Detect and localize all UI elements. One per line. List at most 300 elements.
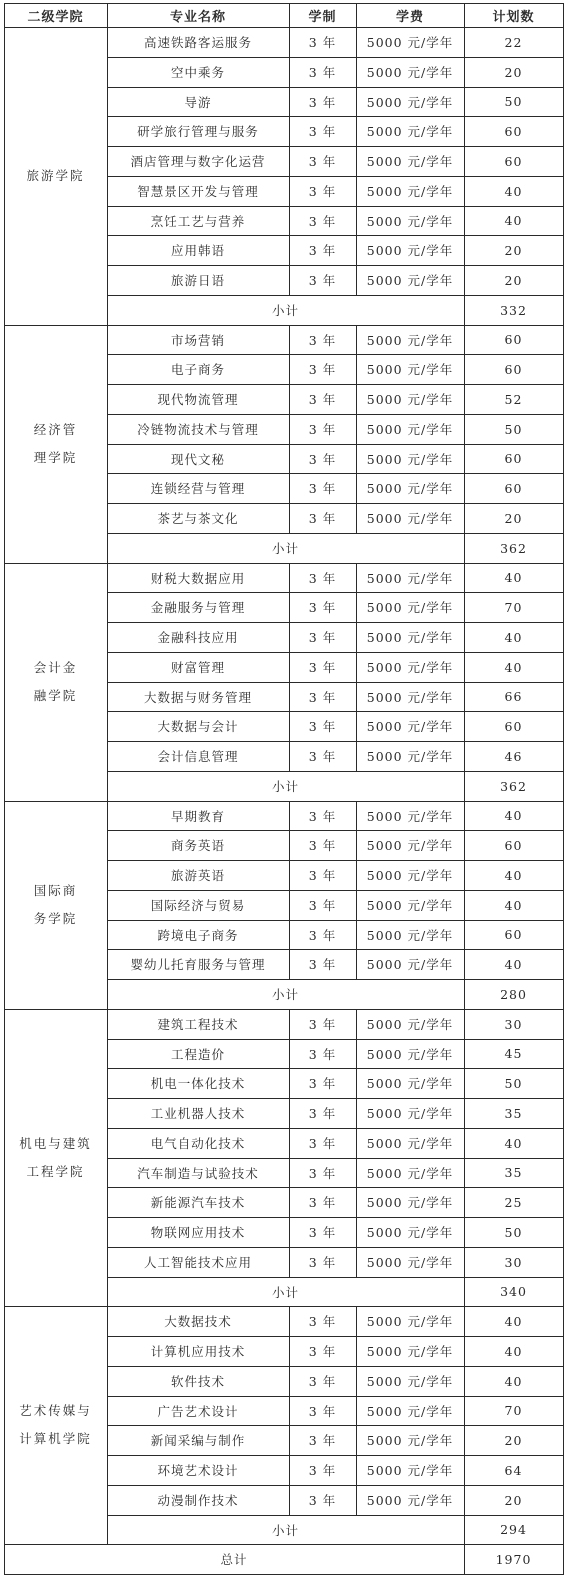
grid-line (356, 1128, 357, 1159)
column-header: 专业名称 (169, 9, 226, 25)
plan-count: 25 (504, 1194, 523, 1210)
grid-line (289, 1247, 290, 1278)
grid-line (356, 1217, 357, 1248)
grid-line (356, 1247, 357, 1278)
tuition-fee: 5000 元/学年 (366, 898, 454, 913)
grid-line (464, 533, 465, 564)
grid-line (107, 3, 108, 28)
study-years: 3 年 (308, 898, 337, 913)
tuition-fee: 5000 元/学年 (366, 1344, 454, 1359)
study-years: 3 年 (308, 273, 337, 288)
grid-line (289, 146, 290, 177)
tuition-fee: 5000 元/学年 (366, 957, 454, 972)
grid-line (107, 771, 108, 802)
major-name: 旅游日语 (170, 273, 225, 288)
column-header: 学制 (308, 9, 337, 25)
tuition-fee: 5000 元/学年 (366, 600, 454, 615)
grid-line (289, 384, 290, 415)
grid-line (289, 1217, 290, 1248)
grid-line (464, 860, 465, 891)
grid-line (107, 1366, 108, 1397)
grid-line (107, 473, 108, 504)
study-years: 3 年 (308, 184, 337, 199)
plan-count: 40 (504, 213, 523, 228)
tuition-fee: 5000 元/学年 (366, 1374, 454, 1389)
tuition-fee: 5000 元/学年 (366, 838, 454, 853)
major-name: 早期教育 (170, 808, 225, 824)
subtotal-label: 小计 (271, 303, 299, 318)
grid-line (289, 116, 290, 147)
study-years: 3 年 (308, 660, 337, 675)
grid-line (464, 1366, 465, 1397)
major-name: 新闻采编与制作 (150, 1433, 246, 1448)
grid-line (464, 801, 465, 831)
major-name: 环境艺术设计 (157, 1463, 239, 1478)
tuition-fee: 5000 元/学年 (366, 689, 454, 705)
college-name (4, 1009, 107, 1306)
grid-line (107, 622, 108, 653)
grid-line (107, 414, 108, 445)
grid-line (356, 384, 357, 415)
grid-line (107, 1425, 108, 1456)
grid-line (289, 1128, 290, 1159)
tuition-fee: 5000 元/学年 (366, 422, 454, 437)
major-name: 工程造价 (170, 1046, 225, 1062)
grid-line (107, 920, 108, 950)
major-name: 大数据与财务管理 (143, 689, 252, 705)
plan-count: 35 (504, 1105, 523, 1121)
grid-line (4, 3, 5, 1575)
grid-line (356, 1485, 357, 1516)
college-name-line: 机电与建筑 (19, 1135, 92, 1151)
grid-line (356, 920, 357, 950)
college-name (4, 27, 107, 325)
grid-line (356, 563, 357, 593)
grid-line (356, 87, 357, 117)
grid-line (289, 1396, 290, 1426)
grid-line (356, 1009, 357, 1040)
major-name: 物联网应用技术 (150, 1225, 246, 1240)
grid-line (107, 592, 108, 623)
college-name (4, 1306, 107, 1544)
study-years: 3 年 (308, 1076, 337, 1091)
grid-line (464, 711, 465, 742)
grid-line (356, 354, 357, 385)
grid-line (107, 1455, 108, 1486)
study-years: 3 年 (308, 511, 337, 526)
tuition-fee: 5000 元/学年 (366, 184, 454, 199)
study-years: 3 年 (308, 243, 337, 258)
grid-line (107, 265, 108, 296)
grid-line (356, 3, 357, 28)
college-name-line: 工程学院 (26, 1163, 85, 1179)
grid-line (464, 771, 465, 802)
grid-line (464, 1425, 465, 1456)
study-years: 3 年 (308, 332, 337, 348)
grid-line (289, 1068, 290, 1099)
plan-count: 20 (504, 1432, 523, 1448)
plan-count: 40 (504, 659, 523, 675)
grid-line (289, 414, 290, 445)
grid-line (356, 592, 357, 623)
grid-line (107, 295, 108, 326)
grid-line (289, 682, 290, 712)
study-years: 3 年 (308, 124, 337, 139)
major-name: 旅游英语 (170, 868, 225, 883)
tuition-fee: 5000 元/学年 (366, 660, 454, 675)
plan-count: 20 (504, 242, 523, 258)
plan-count: 20 (504, 272, 523, 288)
grid-line (464, 830, 465, 861)
grid-line (289, 563, 290, 593)
grid-line (464, 1515, 465, 1545)
major-name: 电气自动化技术 (150, 1136, 246, 1151)
grid-line (563, 3, 564, 1575)
tuition-fee: 5000 元/学年 (366, 1225, 454, 1240)
grid-line (107, 860, 108, 891)
tuition-fee: 5000 元/学年 (366, 1463, 454, 1478)
grid-line (356, 57, 357, 88)
grid-line (107, 682, 108, 712)
plan-count: 70 (504, 599, 523, 615)
grid-line (464, 1068, 465, 1099)
plan-count: 22 (504, 34, 523, 50)
grid-line (107, 444, 108, 474)
plan-count: 60 (504, 153, 523, 169)
grid-line (356, 27, 357, 58)
grid-line (464, 979, 465, 1010)
college-name-line: 艺术传媒与 (19, 1403, 92, 1418)
grid-line (107, 563, 108, 593)
tuition-fee: 5000 元/学年 (366, 630, 454, 645)
study-years: 3 年 (308, 838, 337, 853)
grid-line (107, 116, 108, 147)
plan-count: 60 (504, 480, 523, 496)
grid-line (356, 1366, 357, 1397)
study-years: 3 年 (308, 1017, 337, 1032)
major-name: 茶艺与茶文化 (157, 511, 239, 526)
grid-line (464, 146, 465, 177)
grid-line (289, 354, 290, 385)
grid-line (356, 741, 357, 772)
grid-line (356, 1396, 357, 1426)
study-years: 3 年 (308, 451, 337, 467)
grid-line (464, 1009, 465, 1040)
major-name: 烹饪工艺与营养 (150, 213, 246, 229)
grid-line (464, 384, 465, 415)
major-name: 现代文秘 (170, 451, 225, 467)
grid-line (289, 206, 290, 236)
grid-line (464, 890, 465, 921)
tuition-fee: 5000 元/学年 (366, 1136, 454, 1151)
study-years: 3 年 (308, 1344, 337, 1359)
grid-line (464, 949, 465, 980)
plan-count: 52 (504, 391, 523, 407)
grid-line (107, 1098, 108, 1129)
total-value: 1970 (495, 1551, 532, 1567)
grid-line (107, 503, 108, 534)
grid-line (464, 116, 465, 147)
major-name: 国际经济与贸易 (150, 898, 246, 913)
tuition-fee: 5000 元/学年 (366, 511, 454, 526)
major-name: 财富管理 (170, 660, 225, 675)
grid-line (107, 1068, 108, 1099)
grid-line (289, 1187, 290, 1218)
tuition-fee: 5000 元/学年 (366, 1255, 454, 1270)
grid-line (107, 1128, 108, 1159)
grid-line (107, 1187, 108, 1218)
tuition-fee: 5000 元/学年 (366, 927, 454, 943)
grid-line (464, 235, 465, 266)
grid-line (289, 444, 290, 474)
college-name (4, 801, 107, 1009)
grid-line (464, 592, 465, 623)
tuition-fee: 5000 元/学年 (366, 808, 454, 824)
grid-line (356, 176, 357, 207)
grid-line (107, 384, 108, 415)
grid-line (356, 414, 357, 445)
plan-count: 20 (504, 510, 523, 526)
major-name: 计算机应用技术 (150, 1344, 246, 1359)
grid-line (356, 503, 357, 534)
grid-line (464, 295, 465, 326)
major-name: 建筑工程技术 (157, 1017, 239, 1032)
college-name-line: 经济管 (33, 422, 78, 437)
tuition-fee: 5000 元/学年 (366, 1314, 454, 1329)
grid-line (107, 741, 108, 772)
grid-line (107, 1515, 108, 1545)
grid-line (356, 325, 357, 355)
plan-count: 20 (504, 64, 523, 80)
tuition-fee: 5000 元/学年 (366, 1076, 454, 1091)
major-name: 酒店管理与数字化运营 (130, 154, 266, 169)
tuition-fee: 5000 元/学年 (366, 392, 454, 407)
grid-line (464, 1455, 465, 1486)
college-name-line: 理学院 (33, 450, 78, 465)
grid-line (356, 1068, 357, 1099)
grid-line (356, 1098, 357, 1129)
plan-count: 50 (504, 94, 523, 109)
plan-count: 30 (504, 1016, 523, 1032)
plan-count: 64 (504, 1462, 523, 1478)
grid-line (356, 1425, 357, 1456)
grid-line (464, 1128, 465, 1159)
major-name: 冷链物流技术与管理 (137, 422, 259, 437)
study-years: 3 年 (308, 65, 337, 80)
grid-line (289, 176, 290, 207)
total-label: 总计 (220, 1552, 248, 1567)
grid-line (107, 830, 108, 861)
major-name: 研学旅行管理与服务 (137, 124, 259, 139)
major-name: 空中乘务 (170, 65, 225, 80)
study-years: 3 年 (308, 749, 337, 764)
grid-line (107, 1277, 108, 1307)
tuition-fee: 5000 元/学年 (366, 749, 454, 764)
grid-line (356, 711, 357, 742)
study-years: 3 年 (308, 1136, 337, 1151)
grid-line (107, 1396, 108, 1426)
tuition-fee: 5000 元/学年 (366, 1195, 454, 1210)
grid-line (289, 711, 290, 742)
tuition-fee: 5000 元/学年 (366, 1403, 454, 1419)
plan-count: 35 (504, 1165, 523, 1180)
grid-line (464, 1306, 465, 1337)
study-years: 3 年 (308, 94, 337, 110)
major-name: 新能源汽车技术 (150, 1195, 246, 1210)
grid-line (356, 146, 357, 177)
grid-line (289, 27, 290, 58)
major-name: 连锁经营与管理 (150, 481, 246, 496)
grid-line (356, 235, 357, 266)
grid-line (107, 652, 108, 683)
plan-count: 60 (504, 927, 523, 942)
plan-count: 40 (504, 1343, 523, 1359)
grid-line (356, 1306, 357, 1337)
plan-count: 60 (504, 332, 523, 347)
grid-line (107, 235, 108, 266)
plan-count: 60 (504, 451, 523, 466)
study-years: 3 年 (308, 1463, 337, 1478)
grid-line (464, 622, 465, 653)
grid-line (464, 354, 465, 385)
major-name: 金融科技应用 (157, 630, 239, 645)
grid-line (464, 473, 465, 504)
subtotal-label: 小计 (271, 987, 299, 1002)
plan-count: 60 (504, 361, 523, 377)
major-name: 高速铁路客运服务 (143, 35, 252, 50)
grid-line (464, 57, 465, 88)
major-name: 会计信息管理 (157, 749, 239, 764)
grid-line (464, 1098, 465, 1129)
major-name: 大数据技术 (164, 1314, 232, 1329)
grid-line (107, 1039, 108, 1069)
subtotal-label: 小计 (271, 541, 299, 556)
grid-line (107, 57, 108, 88)
grid-line (107, 979, 108, 1010)
grid-line (289, 741, 290, 772)
grid-line (464, 87, 465, 117)
grid-line (464, 652, 465, 683)
grid-line (289, 920, 290, 950)
major-name: 工业机器人技术 (150, 1106, 246, 1121)
grid-line (356, 830, 357, 861)
tuition-fee: 5000 元/学年 (366, 124, 454, 139)
plan-count: 20 (504, 1492, 523, 1508)
grid-line (464, 920, 465, 950)
grid-line (107, 533, 108, 564)
grid-line (356, 1187, 357, 1218)
grid-line (107, 176, 108, 207)
grid-line (107, 27, 108, 58)
study-years: 3 年 (308, 1195, 337, 1210)
column-header: 计划数 (492, 9, 535, 25)
grid-line (464, 265, 465, 296)
grid-line (356, 1039, 357, 1069)
grid-line (289, 87, 290, 117)
grid-line (289, 890, 290, 921)
study-years: 3 年 (308, 213, 337, 229)
plan-count: 40 (504, 867, 523, 883)
tuition-fee: 5000 元/学年 (366, 273, 454, 288)
subtotal-value: 294 (500, 1522, 527, 1537)
grid-line (289, 57, 290, 88)
grid-line (464, 563, 465, 593)
grid-line (464, 1039, 465, 1069)
college-name (4, 563, 107, 801)
plan-count: 66 (504, 689, 523, 704)
plan-count: 40 (504, 808, 523, 823)
grid-line (356, 1336, 357, 1367)
college-name-line: 务学院 (33, 911, 78, 926)
major-name: 动漫制作技术 (157, 1493, 239, 1508)
grid-line (464, 444, 465, 474)
study-years: 3 年 (308, 1046, 337, 1062)
subtotal-label: 小计 (271, 1522, 299, 1538)
study-years: 3 年 (308, 1403, 337, 1419)
tuition-fee: 5000 元/学年 (366, 362, 454, 377)
grid-line (107, 1217, 108, 1248)
grid-line (107, 354, 108, 385)
tuition-fee: 5000 元/学年 (366, 570, 454, 586)
grid-line (356, 801, 357, 831)
grid-line (464, 1187, 465, 1218)
tuition-fee: 5000 元/学年 (366, 154, 454, 169)
plan-count: 40 (504, 1135, 523, 1151)
major-name: 商务英语 (170, 838, 225, 853)
major-name: 导游 (184, 94, 212, 110)
grid-line (289, 1425, 290, 1456)
grid-line (464, 1336, 465, 1367)
plan-count: 40 (504, 183, 523, 199)
grid-line (107, 146, 108, 177)
study-years: 3 年 (308, 957, 337, 972)
grid-line (464, 503, 465, 534)
grid-line (289, 1009, 290, 1040)
grid-line (107, 325, 108, 355)
grid-line (107, 206, 108, 236)
grid-line (356, 860, 357, 891)
study-years: 3 年 (308, 422, 337, 437)
tuition-fee: 5000 元/学年 (366, 719, 454, 734)
column-header: 学费 (395, 9, 424, 25)
grid-line (356, 1158, 357, 1188)
major-name: 电子商务 (170, 362, 225, 377)
grid-line (289, 1485, 290, 1516)
study-years: 3 年 (308, 1493, 337, 1508)
plan-count: 40 (504, 570, 523, 585)
major-name: 市场营销 (170, 332, 225, 348)
grid-line (356, 652, 357, 683)
study-years: 3 年 (308, 868, 337, 883)
grid-line (289, 801, 290, 831)
grid-line (356, 206, 357, 236)
grid-line (107, 890, 108, 921)
tuition-fee: 5000 元/学年 (366, 1165, 454, 1181)
tuition-fee: 5000 元/学年 (366, 243, 454, 258)
tuition-fee: 5000 元/学年 (366, 94, 454, 110)
major-name: 大数据与会计 (157, 719, 239, 734)
major-name: 婴幼儿托育服务与管理 (130, 957, 266, 972)
grid-line (289, 473, 290, 504)
study-years: 3 年 (308, 719, 337, 734)
study-years: 3 年 (308, 630, 337, 645)
tuition-fee: 5000 元/学年 (366, 1046, 454, 1062)
grid-line (464, 206, 465, 236)
grid-line (289, 325, 290, 355)
grid-line (107, 1336, 108, 1367)
grid-line (289, 265, 290, 296)
grid-line (107, 1009, 108, 1040)
